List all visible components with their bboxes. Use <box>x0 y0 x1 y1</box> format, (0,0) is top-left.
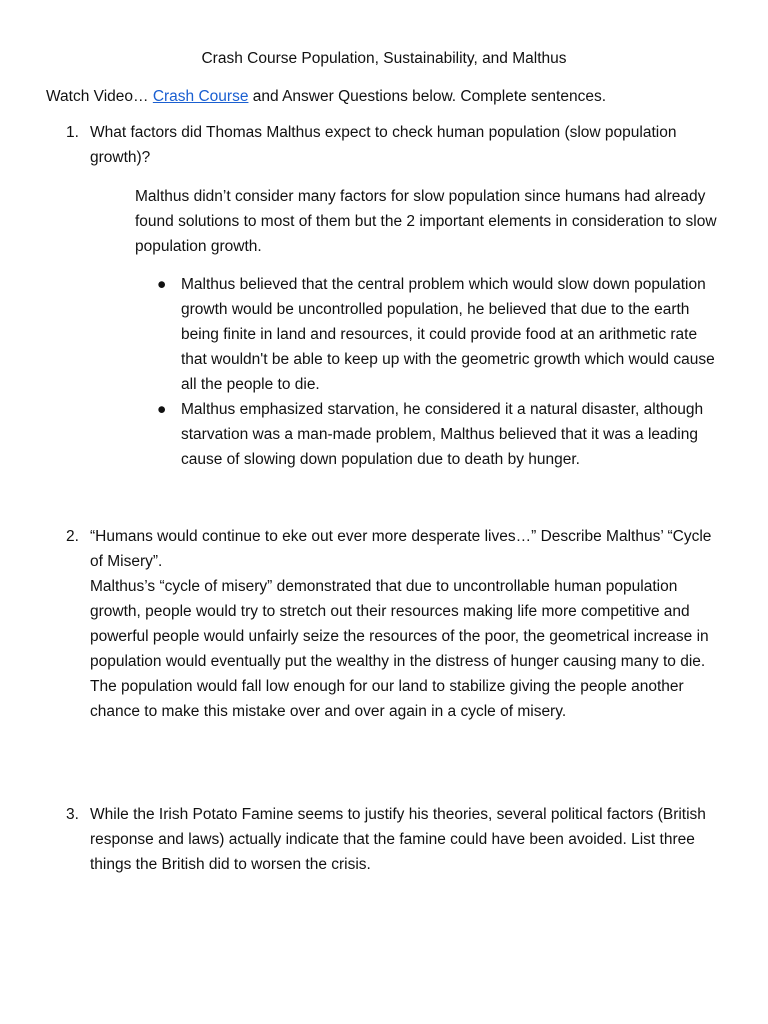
answer-1-intro <box>135 184 725 259</box>
question-text: What factors did Thomas Malthus expect to check human population (slow population growth)? <box>90 124 677 166</box>
question-text: While the Irish Potato Famine seems to justify his theories, several political factors (British response and laws) actually indicate that the famine could have been avoided. List three things the British did to worsen the crisis. <box>90 806 706 873</box>
intro-suffix: and Answer Questions below. Complete sentences. <box>248 88 607 105</box>
question-number: 3. <box>66 806 79 823</box>
bullet-icon: ● <box>157 276 167 293</box>
question-number: 1. <box>66 124 79 141</box>
bullet-icon: ● <box>157 401 167 418</box>
list-item <box>135 397 725 472</box>
document-title: Crash Course Population, Sustainability, and Malthus <box>201 50 567 67</box>
answer-text: Malthus didn’t consider many factors for slow population since humans had already found solutions to most of them but the 2 important elements in consideration to slow population growth. <box>135 188 717 255</box>
intro-prefix: Watch Video… <box>46 88 153 105</box>
bullet-text: Malthus emphasized starvation, he considered it a natural disaster, although starvation was a man-made problem, Malthus believed that it was a leading cause of slowing down population due to death by hunger. <box>181 401 704 468</box>
question-text: “Humans would continue to eke out ever more desperate lives…” Describe Malthus’ “Cycle of Misery”. <box>90 528 712 570</box>
question-number: 2. <box>66 528 79 545</box>
question-3 <box>66 802 726 877</box>
list-item <box>135 272 725 397</box>
intro-line <box>46 84 746 109</box>
crash-course-link[interactable]: Crash Course <box>152 88 249 105</box>
question-1 <box>66 120 726 170</box>
answer-1-bullets <box>135 272 725 472</box>
bullet-text: Malthus believed that the central problem which would slow down population growth would be uncontrolled population, he believed that due to the earth being finite in land and resources, it could provide food at an arithmetic rate that wouldn't be able to keep up with the geometric growth which would cause all the people to die. <box>181 276 715 393</box>
question-2 <box>66 524 726 724</box>
answer-text: Malthus’s “cycle of misery” demonstrated that due to uncontrollable human population growth, people would try to stretch out their resources making life more competitive and powerful people would unfairly seize the resources of the poor, the geometrical increase in population would eventually put the wealthy in the distress of hunger causing many to die. The population would fall low enough for our land to stabilize giving the people another chance to make this mistake over and over again in a cycle of misery. <box>90 578 709 720</box>
